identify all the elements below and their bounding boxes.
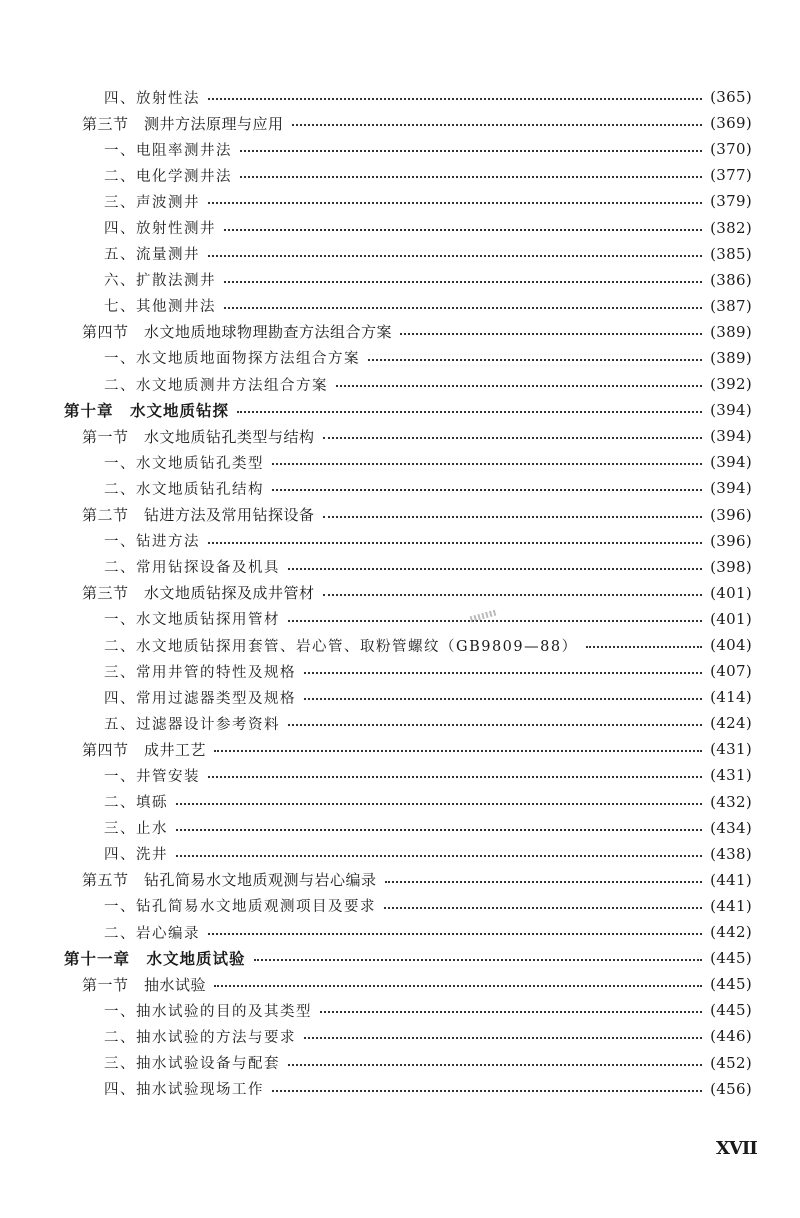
dot-leader	[208, 542, 702, 544]
toc-entry-page: (441)	[710, 870, 752, 889]
toc-entry-page: (369)	[710, 114, 752, 133]
dot-leader	[323, 437, 703, 439]
dot-leader	[224, 281, 702, 283]
toc-entry-title: 一、井管安装	[104, 768, 200, 785]
toc-subsection-row	[0, 136, 800, 162]
toc-entry-title: 三、止水	[104, 821, 168, 838]
toc-entry-title: 第十一章 水文地质试验	[64, 950, 246, 969]
toc-entry-title: 二、常用钻探设备及机具	[104, 560, 280, 577]
toc-subsection-row	[0, 1076, 800, 1102]
dot-leader	[272, 1090, 702, 1092]
toc-entry-page: (386)	[710, 270, 752, 289]
dot-leader	[304, 698, 702, 700]
toc-entry-title: 一、抽水试验的目的及其类型	[104, 1003, 312, 1020]
toc-entry-page: (365)	[710, 88, 752, 107]
dot-leader	[272, 489, 702, 491]
toc-chapter-row	[0, 397, 800, 423]
toc-subsection-row	[0, 449, 800, 475]
toc-entry-title: 第四节 成井工艺	[82, 740, 207, 759]
toc-subsection-row	[0, 162, 800, 188]
toc-subsection-row	[0, 997, 800, 1023]
dot-leader	[208, 933, 702, 935]
toc-entry-title: 四、抽水试验现场工作	[104, 1082, 264, 1099]
dot-leader	[214, 750, 702, 752]
toc-subsection-row	[0, 345, 800, 371]
dot-leader	[288, 724, 702, 726]
toc-entry-page: (379)	[710, 192, 752, 211]
toc-subsection-row	[0, 241, 800, 267]
toc-entry-title: 第三节 水文地质钻探及成井管材	[82, 584, 315, 603]
toc-entry-title: 一、钻进方法	[104, 534, 200, 551]
dot-leader	[400, 333, 702, 335]
toc-section-row	[0, 580, 800, 606]
toc-entry-title: 第一节 抽水试验	[82, 975, 207, 994]
table-of-contents	[0, 84, 800, 1102]
toc-subsection-row	[0, 632, 800, 658]
toc-section-row	[0, 867, 800, 893]
toc-entry-title: 一、水文地质钻孔类型	[104, 455, 264, 472]
toc-entry-page: (401)	[710, 609, 752, 628]
toc-subsection-row	[0, 214, 800, 240]
toc-entry-page: (445)	[710, 949, 752, 968]
toc-entry-title: 六、扩散法测井	[104, 273, 216, 290]
toc-entry-page: (377)	[710, 166, 752, 185]
toc-entry-page: (387)	[710, 296, 752, 315]
toc-entry-title: 四、放射性法	[104, 90, 200, 107]
dot-leader	[336, 385, 702, 387]
toc-subsection-row	[0, 84, 800, 110]
dot-leader	[240, 176, 702, 178]
toc-subsection-row	[0, 893, 800, 919]
dot-leader	[323, 594, 703, 596]
toc-entry-page: (392)	[710, 375, 752, 394]
toc-entry-page: (396)	[710, 505, 752, 524]
toc-entry-title: 四、常用过滤器类型及规格	[104, 690, 296, 707]
toc-entry-title: 第五节 钻孔简易水文地质观测与岩心编录	[82, 871, 377, 890]
toc-entry-page: (404)	[710, 636, 752, 655]
toc-entry-title: 二、电化学测井法	[104, 168, 232, 185]
toc-entry-title: 七、其他测井法	[104, 299, 216, 316]
toc-subsection-row	[0, 293, 800, 319]
toc-section-row	[0, 502, 800, 528]
toc-entry-title: 二、水文地质钻探用套管、岩心管、取粉管螺纹（GB9809—88）	[104, 638, 578, 655]
toc-section-row	[0, 736, 800, 762]
toc-entry-title: 一、钻孔简易水文地质观测项目及要求	[104, 899, 376, 916]
toc-entry-page: (394)	[710, 479, 752, 498]
toc-entry-page: (432)	[710, 792, 752, 811]
toc-entry-title: 四、放射性测井	[104, 221, 216, 238]
toc-entry-page: (394)	[710, 401, 752, 420]
toc-section-row	[0, 971, 800, 997]
toc-entry-page: (441)	[710, 896, 752, 915]
toc-subsection-row	[0, 841, 800, 867]
toc-section-row	[0, 110, 800, 136]
dot-leader	[272, 463, 702, 465]
dot-leader	[224, 229, 702, 231]
dot-leader	[240, 150, 702, 152]
toc-entry-page: (389)	[710, 322, 752, 341]
toc-entry-title: 三、声波测井	[104, 194, 200, 211]
toc-entry-title: 二、岩心编录	[104, 925, 200, 942]
toc-entry-page: (398)	[710, 557, 752, 576]
toc-entry-title: 二、抽水试验的方法与要求	[104, 1029, 296, 1046]
dot-leader	[237, 411, 702, 413]
toc-entry-title: 第四节 水文地质地球物理勘查方法组合方案	[82, 323, 393, 342]
toc-entry-title: 一、电阻率测井法	[104, 142, 232, 159]
dot-leader	[214, 985, 702, 987]
toc-entry-page: (445)	[710, 1001, 752, 1020]
toc-entry-title: 第三节 测井方法原理与应用	[82, 114, 284, 133]
dot-leader	[304, 672, 702, 674]
dot-leader	[208, 202, 702, 204]
dot-leader	[208, 98, 702, 100]
toc-subsection-row	[0, 710, 800, 736]
toc-entry-page: (431)	[710, 740, 752, 759]
toc-chapter-row	[0, 945, 800, 971]
dot-leader	[224, 307, 702, 309]
toc-entry-title: 二、填砾	[104, 795, 168, 812]
toc-entry-page: (424)	[710, 714, 752, 733]
toc-entry-page: (434)	[710, 818, 752, 837]
toc-entry-page: (385)	[710, 244, 752, 263]
toc-subsection-row	[0, 188, 800, 214]
dot-leader	[385, 881, 703, 883]
toc-subsection-row	[0, 1023, 800, 1049]
toc-subsection-row	[0, 1049, 800, 1075]
toc-entry-title: 第十章 水文地质钻探	[64, 402, 230, 421]
dot-leader	[288, 568, 702, 570]
toc-entry-page: (445)	[710, 975, 752, 994]
toc-entry-page: (438)	[710, 844, 752, 863]
toc-subsection-row	[0, 606, 800, 632]
toc-entry-page: (442)	[710, 923, 752, 942]
toc-entry-title: 二、水文地质测井方法组合方案	[104, 377, 328, 394]
toc-subsection-row	[0, 919, 800, 945]
dot-leader	[288, 620, 702, 622]
toc-subsection-row	[0, 789, 800, 815]
toc-subsection-row	[0, 371, 800, 397]
dot-leader	[208, 255, 702, 257]
dot-leader	[320, 1011, 702, 1013]
dot-leader	[176, 803, 702, 805]
toc-subsection-row	[0, 684, 800, 710]
dot-leader	[176, 855, 702, 857]
dot-leader	[323, 516, 703, 518]
toc-subsection-row	[0, 267, 800, 293]
toc-entry-title: 三、抽水试验设备与配套	[104, 1056, 280, 1073]
toc-entry-page: (431)	[710, 766, 752, 785]
toc-entry-title: 五、流量测井	[104, 247, 200, 264]
dot-leader	[304, 1037, 702, 1039]
toc-entry-title: 二、水文地质钻孔结构	[104, 481, 264, 498]
toc-entry-title: 五、过滤器设计参考资料	[104, 716, 280, 733]
toc-entry-page: (452)	[710, 1053, 752, 1072]
toc-entry-title: 第一节 水文地质钻孔类型与结构	[82, 427, 315, 446]
toc-entry-page: (394)	[710, 427, 752, 446]
toc-entry-page: (414)	[710, 688, 752, 707]
toc-subsection-row	[0, 762, 800, 788]
toc-section-row	[0, 319, 800, 345]
toc-entry-page: (370)	[710, 140, 752, 159]
toc-entry-page: (389)	[710, 348, 752, 367]
toc-entry-title: 第二节 钻进方法及常用钻探设备	[82, 506, 315, 525]
page-number: XVII	[716, 1138, 757, 1159]
dot-leader	[292, 124, 703, 126]
dot-leader	[384, 907, 702, 909]
toc-subsection-row	[0, 554, 800, 580]
toc-entry-page: (396)	[710, 531, 752, 550]
dot-leader	[176, 829, 702, 831]
toc-subsection-row	[0, 475, 800, 501]
dot-leader	[586, 646, 703, 648]
dot-leader	[288, 1064, 702, 1066]
dot-leader	[254, 959, 703, 961]
toc-subsection-row	[0, 528, 800, 554]
toc-entry-page: (407)	[710, 662, 752, 681]
toc-subsection-row	[0, 658, 800, 684]
toc-entry-page: (456)	[710, 1079, 752, 1098]
toc-entry-title: 一、水文地质地面物探方法组合方案	[104, 351, 360, 368]
toc-subsection-row	[0, 815, 800, 841]
toc-entry-page: (446)	[710, 1027, 752, 1046]
toc-entry-page: (401)	[710, 583, 752, 602]
toc-entry-page: (394)	[710, 453, 752, 472]
toc-entry-page: (382)	[710, 218, 752, 237]
toc-entry-title: 四、洗井	[104, 847, 168, 864]
toc-entry-title: 一、水文地质钻探用管材	[104, 612, 280, 629]
toc-entry-title: 三、常用井管的特性及规格	[104, 664, 296, 681]
dot-leader	[368, 359, 702, 361]
toc-section-row	[0, 423, 800, 449]
dot-leader	[208, 776, 702, 778]
